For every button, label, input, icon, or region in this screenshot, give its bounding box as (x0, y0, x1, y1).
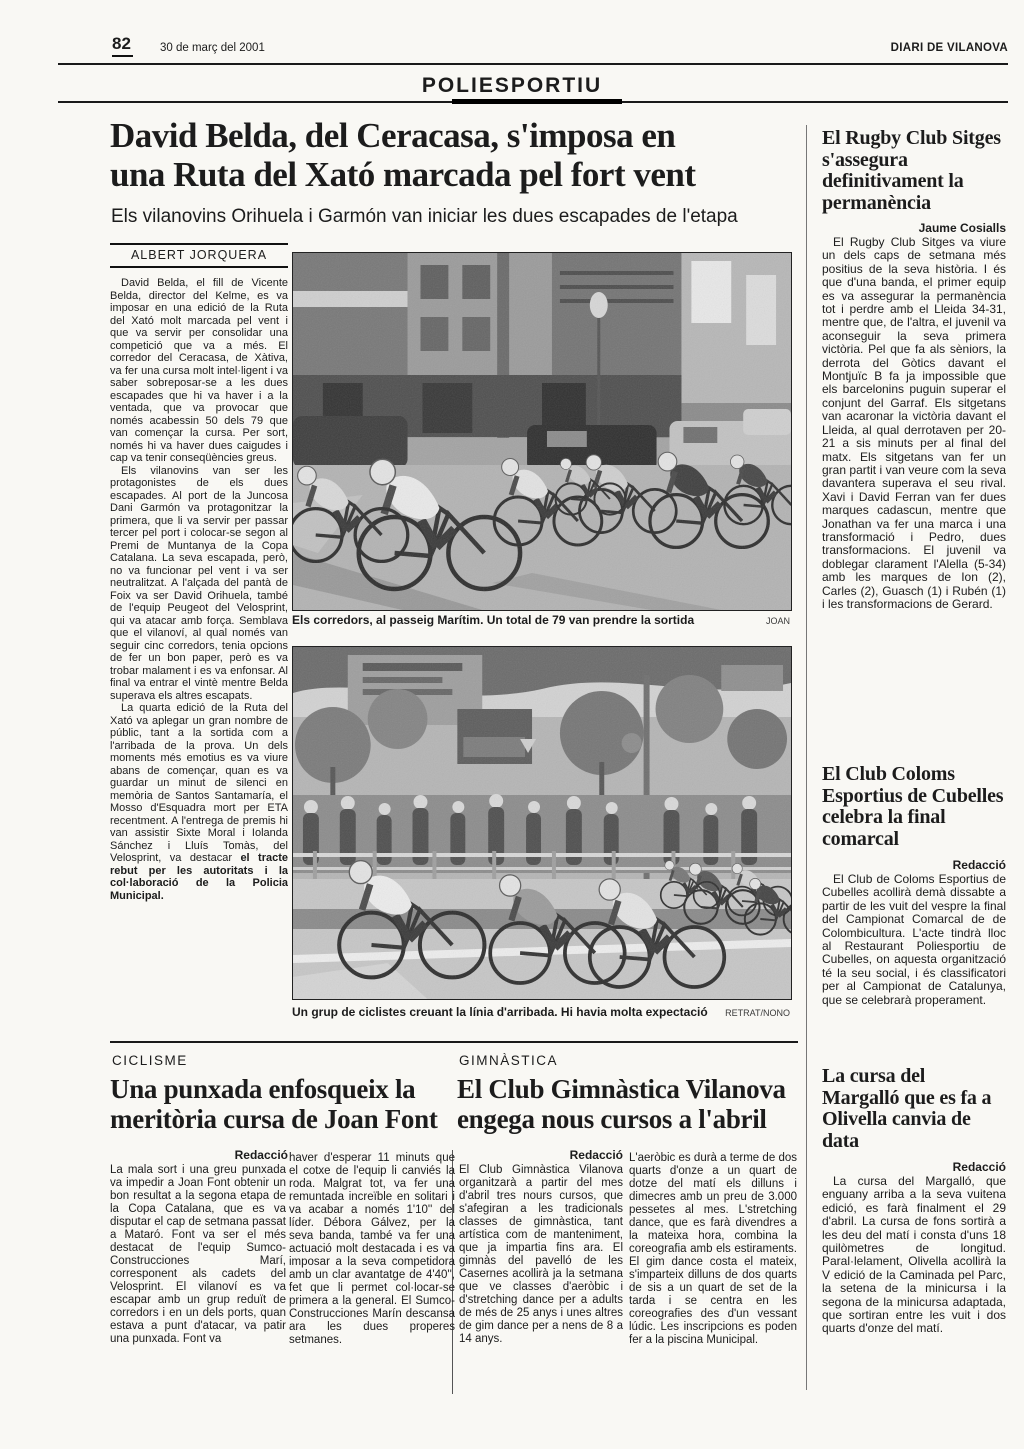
photo1-caption: Els corredors, al passeig Marítim. Un total de 79 van prendre la sortida (292, 613, 695, 627)
sidebar-rugby-title: El Rugby Club Sitges s'assegura definitivament la permanència (822, 127, 1001, 214)
ciclisme-byline: Redacció (234, 1148, 288, 1162)
section-title: POLIESPORTIU (421, 74, 603, 97)
photo1-caption-row (292, 613, 790, 627)
race-start-photo (292, 252, 792, 611)
photo2-caption: Un grup de ciclistes creuant la línia d'arribada. Hi havia molta expectació (292, 1005, 708, 1019)
race-start-photo-art (293, 253, 791, 610)
photo2-credit: RETRAT/NONO (725, 1008, 790, 1018)
ciclisme-column-2: haver d'esperar 11 minuts que el cotxe de l'equip li canviés la roda. Malgrat tot, va fer una remuntada increïble en solitari i va acabar a només 1'10'' del líder. Débora Gálvez, per la seva banda, també va fer una actuació molt destacada i es va imposar a la seva competidora amb un clar avantatge de 4'40'', fet que li permet col·locar-se primera a la general. El Sumco-Construcciones Marín descansa ara les dues properes setmanes. (289, 1152, 455, 1346)
bottom-section-rule (110, 1041, 798, 1043)
gimnastica-column-1: El Club Gimnàstica Vilanova organitzarà a partir del mes d'abril tres nours cursos, que s'afegiran a les tradicionals classes de gimnàstica, tant artística com de manteniment, que ja impartia fins ara. El gimnàs del pavelló de les Casernes acollirà ja la setmana que ve classes d'aeròbic i d'stretching dance per a adults de més de 25 anys i unes altres de gim dance per a nens de 8 a 14 anys. (459, 1164, 623, 1345)
gimnastica-column-2: L'aeròbic es durà a terme de dos quarts d'onze a un quart de dotze del matí els dilluns i dimecres amb un preu de 3.000 pessetes al mes. L'stretching dance, que es farà divendres a la mateixa hora, combina la coreografia amb els estiraments. El gim dance costa el mateix, s'imparteix dilluns de dos quarts de sis a un quart de set de la tarda i se centra en les coreografies des d'un vessant lúdic. Les inscripcions es poden fer a la piscina Municipal. (629, 1152, 797, 1346)
main-headline-line1: David Belda, del Ceracasa, s'imposa en (110, 116, 676, 155)
sidebar-coloms-title: El Club Coloms Esportius de Cubelles celebra la final comarcal (822, 763, 1004, 850)
sidebar-rugby-byline: Jaume Cosialls (918, 221, 1006, 235)
photo2-caption-row (292, 1005, 790, 1019)
kicker-gimnastica: GIMNÀSTICA (459, 1053, 559, 1068)
photo1-credit: JOAN (765, 616, 790, 626)
race-finish-photo (292, 646, 792, 1000)
main-article-body (110, 277, 288, 1037)
sidebar-coloms-byline: Redacció (952, 858, 1006, 872)
header-rule (58, 63, 1008, 65)
sidebar-margallo-byline: Redacció (952, 1160, 1006, 1174)
ciclisme-column-1: La mala sort i una greu punxada va impedir a Joan Font obtenir un bon resultat a la segona etapa de la Copa Catalana, que es va disputar el cap de setmana passat a Mataró. Font va ser el més destacat de l'equip Sumco-Construcciones Marí, corresponent als cadets del Velosprint. El vilanoví es va escapar amb un grup reduït de corredors i en un dels ports, quan estava a punt d'atacar, va patir una punxada. Font va (110, 1164, 286, 1345)
sidebar-rugby-text: El Rugby Club Sitges va viure un dels caps de setmana més positius de la seva història. I és que d'una banda, el primer equip es va assegurar la permanència tot i perdre amb el Lleida 34-31, mentre que, de l'altra, el juvenil va aconseguir la seva primera victòria. Pel que fa als sèniors, la derrota del Gòtics davant el Montjuïc B fa ja impossible que els barcelonins puguin superar el conjunt del Garraf. Els sitgetans van acaronar la victòria davant el Lleida, al qual derrotaven per 20-21 a sis minuts per al final del matx. Els sitgetans van fer un gran partit i van veure com la seva davantera superava el seu rival. Xavi i David Ferran van fer dues marques cadascun, mentre que Jonathan va fer una marca i una transformació i Pedro, dues transformacions. El juvenil va doblegar clarament l'Alella (5-34) amb les marques de Ion (2), Carles (2), Guasch (1) i Rubén (1) i les transformacions de Gerard. (822, 236, 1006, 611)
page-date: 30 de març del 2001 (160, 42, 265, 54)
main-headline-line2: una Ruta del Xató marcada pel fort vent (110, 155, 696, 194)
ciclisme-headline: Una punxada enfosqueix la meritòria cursa de Joan Font (110, 1074, 438, 1134)
sidebar-margallo-title: La cursa del Margalló que es fa a Olivella canvia de data (822, 1065, 992, 1152)
main-subheadline: Els vilanovins Orihuela i Garmón van iniciar les dues escapades de l'etapa (111, 206, 738, 227)
main-paragraph-3 (110, 702, 288, 902)
sidebar-coloms-text: El Club de Coloms Esportius de Cubelles acollirà demà dissabte a partir de les vuit del vespre la final del Campionat Comarcal de de Colombicultura. L'acte tindrà lloc al Restaurant Poliesportiu de Cubelles, on aquesta organització té la seu social, i és classificatori per al Campionat de Catalunya, que se celebrarà properament. (822, 873, 1006, 1007)
sidebar-margallo-body (822, 1175, 1006, 1380)
main-headline (110, 116, 810, 194)
page-number: 82 (112, 34, 133, 57)
gimnastica-byline: Redacció (569, 1148, 623, 1162)
section-rule-thick (452, 99, 622, 104)
race-finish-photo-art (293, 647, 791, 999)
gimnastica-headline: El Club Gimnàstica Vilanova engega nous cursos a l'abril (457, 1074, 786, 1134)
main-paragraph-3-text: La quarta edició de la Ruta del Xató va aplegar un gran nombre de públic, tant a la sortida com a l'arribada de la prova. Un dels moments més emotius es va viure abans de començar, quan es va guardar un minut de silenci en memòria de Santos Santamaría, el Mosso d'Esquadra mort per ETA recentment. A l'entrega de premis hi van assistir Sixte Moral i Iolanda Sánchez i Lluís Tomàs, del Velosprint, va destacar (110, 702, 288, 864)
sidebar-margallo-text: La cursa del Margalló, que enguany arriba a la seva vuitena edició, es farà finalment el 29 d'abril. La cursa de fons sortirà a les deu del matí i consta d'uns 18 quilòmetres de longitud. Paral·lelament, Olivella acollirà la V edició de la Caminada pel Parc, la setena de la minicursa i la segona de la minicursa adaptada, que sortiran entre les vuit i dos quarts d'onze del matí. (822, 1175, 1006, 1336)
main-byline: ALBERT JORQUERA (110, 243, 288, 268)
kicker-ciclisme: CICLISME (112, 1053, 188, 1068)
main-paragraph-1: David Belda, el fill de Vicente Belda, director del Kelme, es va imposar en una edició de la Ruta del Xató molt marcada pel vent i que va servir per consolidar una competició que va a més. El corredor del Ceracasa, de Xàtiva, va fer una cursa molt intel·ligent i va saber sobreposar-se a les dues escapades que hi va haver i a la ventada, que va provocar que només acabessin 50 dels 79 que van començar la cursa. Per sort, només hi va haver dues caigudes i cap va tenir conseqüències greus. (110, 277, 288, 464)
main-paragraph-3-bold: el tracte rebut per les autoritats i la col·laboració de la Policia Municipal. (110, 852, 288, 902)
sidebar-rugby-body (822, 236, 1006, 742)
main-paragraph-2: Els vilanovins van ser les protagonistes de els dues escapades. Al port de la Juncosa Dani Garmón va protagonitzar la primera, que li va servir per passar tercer pel port i colocar-se segon al Premi de Muntanya de la Copa Catalana. La seva escapada, però, no va funcionar pel vent i va ser neutralitzat. A l'alçada del pantà de Foix va ser David Orihuela, també de l'equip Peugeot del Velosprint, qui va atacar amb força. Semblava que el vilanoví, al qual només van seguir cinc corredors, tenia opcions de fer un bon paper, però es va trobar malament i es va enfonsar. Al final va entrar el vintè mentre Belda superava els altres escapats. (110, 464, 288, 702)
sidebar-coloms-body (822, 873, 1006, 1043)
sidebar-divider (806, 125, 807, 1390)
newspaper-name: DIARI DE VILANOVA (890, 42, 1008, 54)
